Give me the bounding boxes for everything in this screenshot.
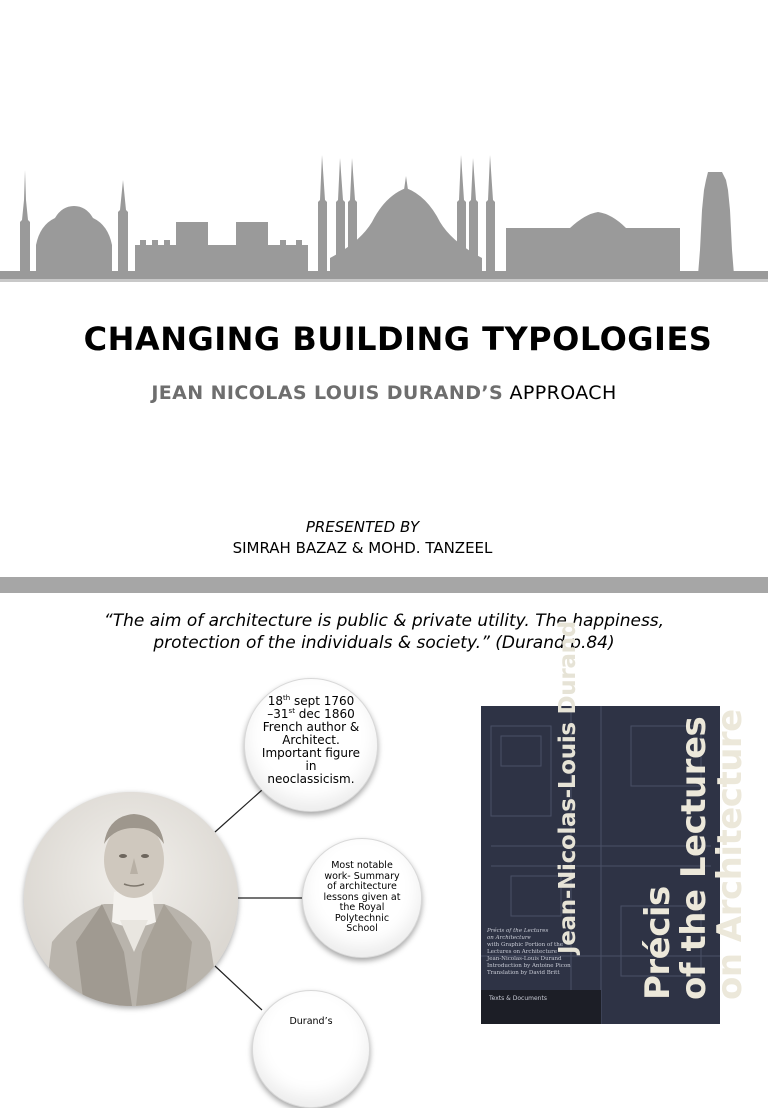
- death-day: –31: [267, 706, 289, 721]
- book-desc-1: Précis of the Lectures: [487, 928, 549, 934]
- book-title-line-3: on Architecture: [710, 709, 750, 1000]
- book-desc-2: on Architecture: [487, 935, 531, 941]
- book-author: Jean-Nicolas-Louis Durand: [555, 621, 581, 954]
- death-rest: dec 1860: [294, 706, 355, 721]
- presenters-block: [0, 517, 725, 559]
- birth-rest: sept 1760: [290, 693, 355, 708]
- bubble-notable-work: [302, 838, 422, 958]
- book-desc-6: Introduction by Antoine Picon: [487, 963, 571, 969]
- durands-text: Durand’s: [289, 1016, 333, 1027]
- birth-day: 18: [267, 693, 283, 708]
- book-series: Texts & Documents: [489, 995, 547, 1002]
- book-description: [487, 928, 607, 977]
- subtitle-approach: APPROACH: [503, 382, 617, 404]
- quote-line-2: protection of the individuals & society.” (Durand p.84): [153, 633, 615, 653]
- book-desc-4: Lectures on Architecture: [487, 949, 557, 955]
- birth-day-suffix: th: [282, 693, 291, 702]
- bubble-durands: [252, 990, 370, 1108]
- presented-by-label: PRESENTED BY: [305, 518, 420, 536]
- durand-quote: [0, 610, 768, 654]
- book-series-band: [481, 990, 601, 1024]
- slide-divider: [0, 577, 768, 593]
- book-desc-3: with Graphic Portion of the: [487, 942, 564, 948]
- durand-portrait: [24, 792, 238, 1006]
- book-title: [640, 709, 748, 1000]
- death-day-suffix: st: [288, 706, 295, 715]
- bio-text: French author & Architect. Important figure in neoclassicism.: [261, 719, 361, 786]
- book-desc-5: Jean-Nicolas-Louis Durand: [487, 956, 562, 962]
- book-desc-7: Translation by David Britt: [487, 970, 560, 976]
- notable-work-text: Most notable work- Summary of architecture lessons given at the Royal Polytechnic School: [323, 860, 401, 935]
- city-skyline-graphic: [0, 140, 768, 290]
- presenters-names: SIMRAH BAZAZ & MOHD. TANZEEL: [232, 539, 493, 557]
- book-title-line-2: of the Lectures: [674, 716, 714, 1000]
- book-title-line-1: Précis: [638, 886, 678, 1000]
- subtitle-name: JEAN NICOLAS LOUIS DURAND’S: [151, 382, 504, 404]
- page-title: CHANGING BUILDING TYPOLOGIES: [83, 320, 713, 358]
- quote-line-1: “The aim of architecture is public & private utility. The happiness,: [103, 611, 665, 631]
- subtitle: [0, 382, 768, 404]
- bubble-biography: [244, 678, 378, 812]
